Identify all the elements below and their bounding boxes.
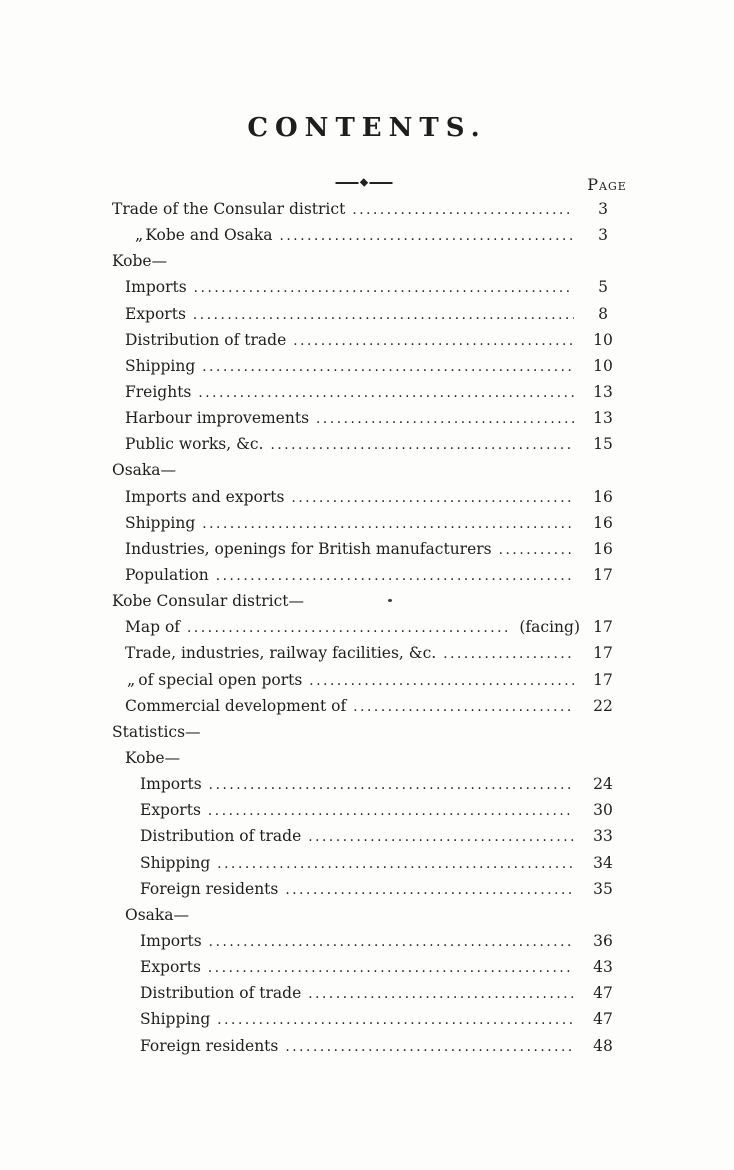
toc-heading-row (112, 719, 624, 745)
entry-label: Trade, industries, railway facilities, &c. (125, 644, 437, 663)
entry-label: of special open ports (138, 670, 303, 689)
toc-entry-row (112, 405, 624, 431)
contents-title: CONTENTS. (247, 113, 487, 143)
entry-label: Exports (125, 304, 186, 323)
page-number: 47 (593, 1010, 613, 1029)
toc-entry-row (112, 771, 624, 797)
entry-label: Freights (125, 382, 192, 401)
page-number: 17 (593, 670, 613, 689)
leader-dots (353, 693, 574, 720)
leader-dots (270, 431, 574, 458)
leader-dots (217, 850, 574, 877)
page-number: 16 (593, 539, 613, 558)
entry-label: Kobe and Osaka (145, 226, 273, 245)
toc-heading-row (112, 902, 624, 928)
entry-label: Map of (125, 618, 181, 637)
leader-dots (499, 536, 574, 563)
leader-dots (202, 353, 574, 380)
entry-label: Imports (125, 278, 187, 297)
leader-dots (187, 614, 511, 641)
leader-dots (209, 928, 574, 955)
page-number: 17 (593, 565, 613, 584)
table-of-contents (112, 196, 624, 1059)
page-number: 16 (593, 513, 613, 532)
page-number: 16 (593, 487, 613, 506)
entry-label: Foreign residents (140, 879, 279, 898)
entry-label: Distribution of trade (125, 330, 287, 349)
toc-entry-row (112, 797, 624, 823)
toc-entry-row (112, 1006, 624, 1032)
entry-label: Distribution of trade (140, 984, 302, 1003)
divider-rule-right (370, 182, 393, 184)
page-number: 47 (593, 984, 613, 1003)
toc-entry-row (112, 823, 624, 849)
diamond-ornament-icon (360, 178, 368, 186)
toc-entry-row (112, 510, 624, 536)
page-number: 48 (593, 1036, 613, 1055)
toc-entry-row (112, 301, 624, 327)
toc-entry-row (112, 274, 624, 300)
toc-entry-row (112, 222, 624, 248)
leader-dots (193, 301, 574, 328)
toc-entry-row (112, 379, 624, 405)
page-number: 30 (593, 801, 613, 820)
toc-entry-row (112, 536, 624, 562)
entry-label: Exports (140, 958, 201, 977)
entry-label: Imports (140, 931, 202, 950)
leader-dots (280, 222, 574, 249)
entry-label: Commercial development of (125, 696, 347, 715)
toc-entry-row (112, 928, 624, 954)
toc-entry-row (112, 431, 624, 457)
entry-label: Shipping (125, 513, 196, 532)
toc-entry-row (112, 196, 624, 222)
leader-dots (293, 327, 574, 354)
leader-dots (352, 196, 574, 223)
section-heading: Kobe— (112, 252, 168, 271)
leader-dots (309, 667, 574, 694)
leader-dots (208, 797, 574, 824)
leader-dots (216, 562, 574, 589)
page-number: 33 (593, 827, 613, 846)
toc-entry-row (112, 876, 624, 902)
section-heading: Statistics— (112, 722, 201, 741)
page-number: 17 (593, 644, 613, 663)
leader-dots (209, 771, 574, 798)
leader-dots (198, 379, 574, 406)
facing-label: (facing) (519, 618, 580, 637)
leader-dots (308, 823, 574, 850)
section-heading: Kobe Consular district— (112, 592, 305, 611)
leader-dots (194, 274, 574, 301)
entry-label: Trade of the Consular district (112, 200, 346, 218)
toc-heading-row (112, 457, 624, 483)
page-number: 13 (593, 409, 613, 428)
toc-entry-row (112, 353, 624, 379)
leader-dots (443, 640, 574, 667)
leader-dots (208, 954, 574, 981)
toc-entry-row (112, 484, 624, 510)
entry-label: Imports (140, 775, 202, 794)
toc-entry-row (112, 954, 624, 980)
leader-dots (285, 1033, 574, 1060)
page-number: 22 (593, 696, 613, 715)
entry-label: Harbour improvements (125, 409, 310, 428)
page-number: 15 (593, 435, 613, 454)
leader-dots (202, 510, 574, 537)
page-number: 34 (593, 853, 613, 872)
entry-label: Foreign residents (140, 1036, 279, 1055)
toc-entry-row (112, 327, 624, 353)
page-column-header: Page (587, 175, 627, 194)
title-divider (336, 179, 393, 186)
toc-entry-row (112, 980, 624, 1006)
ditto-mark: „ (135, 225, 144, 245)
toc-heading-row (112, 745, 624, 771)
leader-dots (217, 1006, 574, 1033)
toc-entry-row (112, 614, 624, 640)
page-number: 13 (593, 382, 613, 401)
entry-label: Shipping (140, 1010, 211, 1029)
entry-label: Population (125, 565, 209, 584)
page-number: 5 (598, 278, 608, 297)
toc-entry-row (112, 1033, 624, 1059)
toc-entry-row (112, 667, 624, 693)
entry-label: Distribution of trade (140, 827, 302, 846)
divider-rule-left (336, 182, 359, 184)
page-number: 3 (598, 226, 608, 245)
leader-dots (285, 876, 574, 903)
toc-entry-row (112, 640, 624, 666)
page-number: 8 (598, 304, 608, 323)
entry-label: Exports (140, 801, 201, 820)
page-number: 17 (593, 618, 613, 637)
page-number: 10 (593, 356, 613, 375)
page-number: 3 (598, 200, 608, 218)
page-number: 24 (593, 775, 613, 794)
leader-dots (316, 405, 574, 432)
leader-dots (308, 980, 574, 1007)
toc-heading-row (112, 248, 624, 274)
toc-entry-row (112, 562, 624, 588)
page-number: 35 (593, 879, 613, 898)
ditto-mark: „ (127, 669, 136, 689)
section-heading: Osaka— (125, 905, 190, 924)
page-number: 36 (593, 931, 613, 950)
section-heading: Kobe— (125, 748, 181, 767)
toc-entry-row (112, 693, 624, 719)
page-number: 10 (593, 330, 613, 349)
toc-heading-row (112, 588, 624, 614)
leader-dots (291, 484, 574, 511)
entry-label: Industries, openings for British manufacturers (125, 539, 492, 558)
section-heading: Osaka— (112, 461, 177, 480)
entry-label: Shipping (125, 356, 196, 375)
toc-entry-row (112, 850, 624, 876)
entry-label: Public works, &c. (125, 435, 264, 454)
page-number: 43 (593, 958, 613, 977)
entry-label: Imports and exports (125, 487, 285, 506)
entry-label: Shipping (140, 853, 211, 872)
